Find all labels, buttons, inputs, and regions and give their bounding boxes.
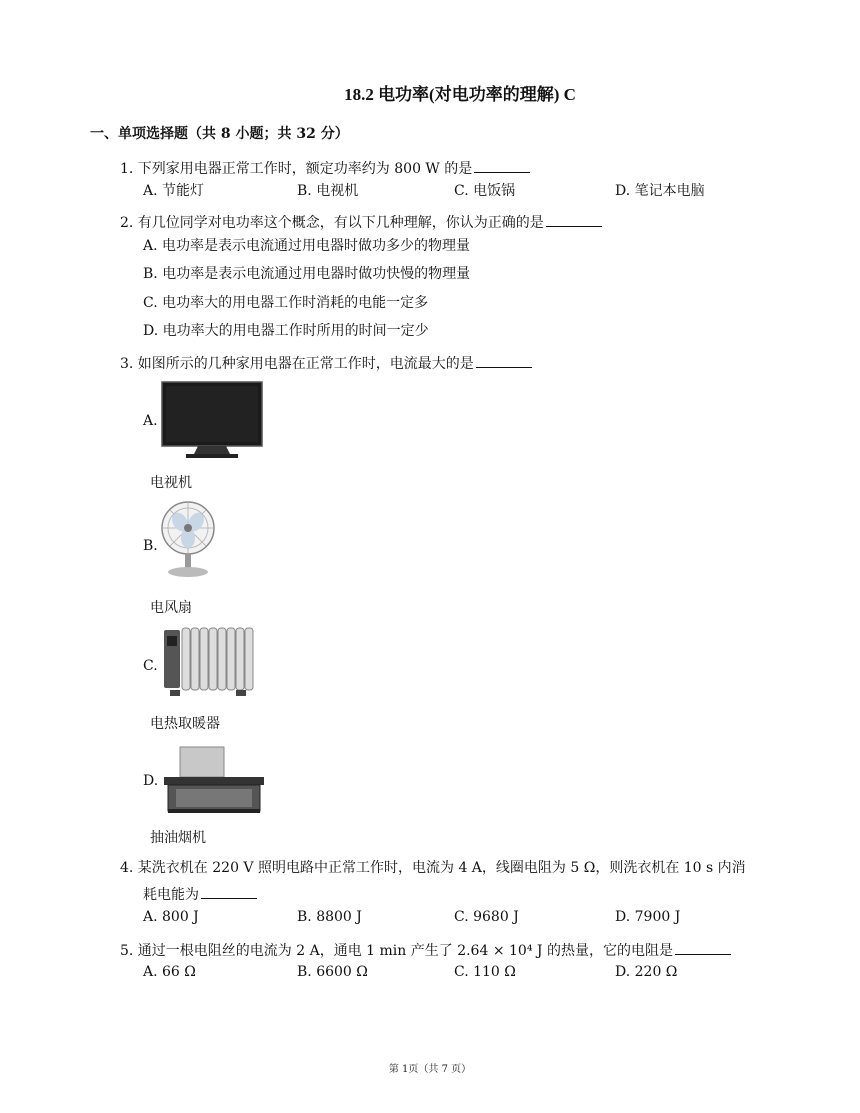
option-a: A. 800 J xyxy=(143,909,199,925)
question-5-options xyxy=(143,964,763,984)
tv-image xyxy=(160,380,265,462)
question-4-stem-line1: 4. 某洗衣机在 220 V 照明电路中正常工作时，电流为 4 A，线圈电阻为 5 Ω，则洗衣机在 10 s 内消 xyxy=(120,860,746,876)
option-b-label: B. xyxy=(143,538,158,554)
option-c: C. 110 Ω xyxy=(454,964,516,980)
question-5-stem: 5. 通过一根电阻丝的电流为 2 A，通电 1 min 产生了 2.64 × 10⁴ J 的热量，它的电阻是 xyxy=(120,943,673,959)
page-footer: 第 1页（共 7 页） xyxy=(388,1064,472,1075)
option-d: D. 220 Ω xyxy=(615,964,678,980)
question-1-options xyxy=(143,180,763,200)
option-d-label: D. xyxy=(143,773,159,789)
answer-blank xyxy=(476,353,532,368)
option-b-caption: 电风扇 xyxy=(150,600,192,616)
option-c-caption: 电热取暖器 xyxy=(150,716,220,732)
option-a-caption: 电视机 xyxy=(150,475,192,491)
option-a: A. 66 Ω xyxy=(143,964,196,980)
heater-image xyxy=(160,624,255,700)
option-d: D. 电功率大的用电器工作时所用的时间一定少 xyxy=(143,323,429,339)
question-3-stem: 3. 如图所示的几种家用电器在正常工作时，电流最大的是 xyxy=(120,356,474,372)
answer-blank xyxy=(201,884,257,899)
option-b: B. 6600 Ω xyxy=(297,964,368,980)
option-d-caption: 抽油烟机 xyxy=(150,830,206,846)
range-hood-image xyxy=(160,745,268,817)
option-d: D. 7900 J xyxy=(615,909,681,925)
question-4-line2 xyxy=(143,884,257,904)
answer-blank xyxy=(675,940,731,955)
option-c: C. 9680 J xyxy=(454,909,519,925)
answer-blank xyxy=(474,158,530,173)
option-a: A. 电功率是表示电流通过用电器时做功多少的物理量 xyxy=(143,238,471,254)
option-c-label: C. xyxy=(143,658,158,674)
question-4-options xyxy=(143,909,763,929)
option-b: B. 电视机 xyxy=(297,183,359,199)
question-1-stem: 1. 下列家用电器正常工作时，额定功率约为 800 W 的是 xyxy=(120,161,473,177)
question-4 xyxy=(120,857,746,877)
question-3 xyxy=(120,353,532,373)
option-c: C. 电功率大的用电器工作时消耗的电能一定多 xyxy=(143,295,429,311)
answer-blank xyxy=(546,212,602,227)
option-d: D. 笔记本电脑 xyxy=(615,183,705,199)
page-title: 18.2 电功率(对电功率的理解) C xyxy=(344,85,576,104)
question-5 xyxy=(120,940,731,960)
question-1 xyxy=(120,158,530,178)
fan-image xyxy=(160,500,220,578)
option-b: B. 8800 J xyxy=(297,909,362,925)
question-4-stem-line2: 耗电能为 xyxy=(143,887,199,903)
option-b: B. 电功率是表示电流通过用电器时做功快慢的物理量 xyxy=(143,266,471,282)
option-c: C. 电饭锅 xyxy=(454,183,516,199)
option-a-label: A. xyxy=(143,413,158,429)
option-a: A. 节能灯 xyxy=(143,183,205,199)
question-2-stem: 2. 有几位同学对电功率这个概念，有以下几种理解，你认为正确的是 xyxy=(120,215,544,231)
question-2 xyxy=(120,212,602,232)
section-heading: 一、单项选择题（共 8 小题；共 32 分） xyxy=(90,126,349,142)
